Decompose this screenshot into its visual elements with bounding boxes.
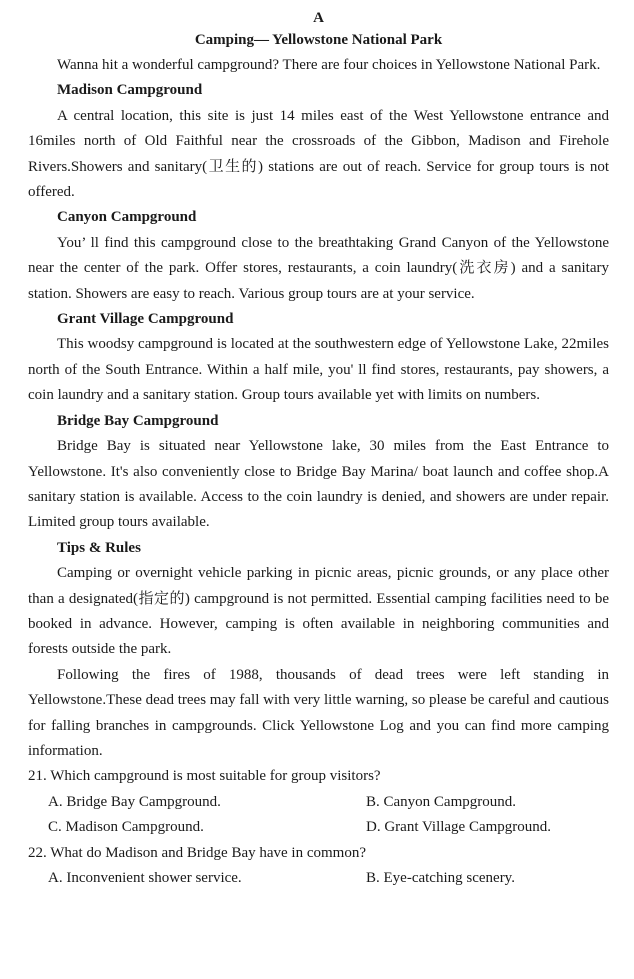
option-21-b: B. Canyon Campground. xyxy=(366,793,516,810)
section-letter: A xyxy=(313,10,324,26)
option-21-d: D. Grant Village Campground. xyxy=(366,819,552,836)
bridge-bay-paragraph: Bridge Bay is situated near Yellowstone lake, 30 miles from the East Entrance to Yellowstone. It's also conveniently close to Bridge Bay Marina/ boat launch and coffee shop.A sanitary station is available. Access to the coin laundry is denied, and showers are under repair. Limited group tours available. xyxy=(28,438,609,531)
bridge-bay-heading: Bridge Bay Campground xyxy=(57,412,219,429)
tips-rules-paragraph: Camping or overnight vehicle parking in picnic areas, picnic grounds, or any place other than a designated(指定的) campground is not permitted. Essential camping facilities need to be booked in advance. However, camping is often available in neighboring communities and forests outside the park. xyxy=(28,565,609,658)
tips-rules-heading: Tips & Rules xyxy=(57,539,141,556)
document-page xyxy=(28,8,609,891)
madison-paragraph: A central location, this site is just 14 miles east of the West Yellowstone entrance and 16miles north of Old Faithful near the crossroads of the Gibbon, Madison and Firehole Rivers.Showers and sanitary(卫生的) stations are out of reach. Service for group tours is not offered. xyxy=(28,107,609,201)
canyon-paragraph: You’ ll find this campground close to the breathtaking Grand Canyon of the Yellowstone near the center of the park. Offer stores, restaurants, a coin laundry(洗衣房) and a sanitary station. Showers are easy to reach. Various group tours are at your service. xyxy=(28,234,609,302)
closing-paragraph: Following the fires of 1988, thousands of dead trees were left standing in Yellowstone.These dead trees may fall with very little warning, so please be careful and cautious for falling branches in campgrounds. Click Yellowstone Log and you can find more camping information. xyxy=(28,666,609,759)
option-22-b: B. Eye-catching scenery. xyxy=(366,870,515,886)
intro-paragraph: Wanna hit a wonderful campground? There are four choices in Yellowstone National Park. xyxy=(57,57,601,73)
bottom-fade-overlay xyxy=(0,919,634,979)
question-21-options-row-1 xyxy=(28,790,609,815)
option-21-c: C. Madison Campground. xyxy=(48,819,204,836)
madison-heading: Madison Campground xyxy=(57,82,203,99)
canyon-heading: Canyon Campground xyxy=(57,209,197,226)
option-21-a: A. Bridge Bay Campground. xyxy=(48,793,221,810)
option-22-a: A. Inconvenient shower service. xyxy=(48,870,242,886)
question-22: 22. What do Madison and Bridge Bay have in common? xyxy=(28,844,366,861)
passage-title: Camping— Yellowstone National Park xyxy=(194,32,443,48)
question-21: 21. Which campground is most suitable for group visitors? xyxy=(28,768,381,785)
grant-village-paragraph: This woodsy campground is located at the southwestern edge of Yellowstone Lake, 22miles north of the South Entrance. Within a half mile, you' ll find stores, restaurants, pay showers, a coin laundry and a sanitary station. Group tours available yet with limits on numbers. xyxy=(28,336,609,404)
question-21-options-row-2 xyxy=(28,815,609,840)
grant-village-heading: Grant Village Campground xyxy=(57,311,234,328)
question-22-options-row-1 xyxy=(28,866,609,891)
